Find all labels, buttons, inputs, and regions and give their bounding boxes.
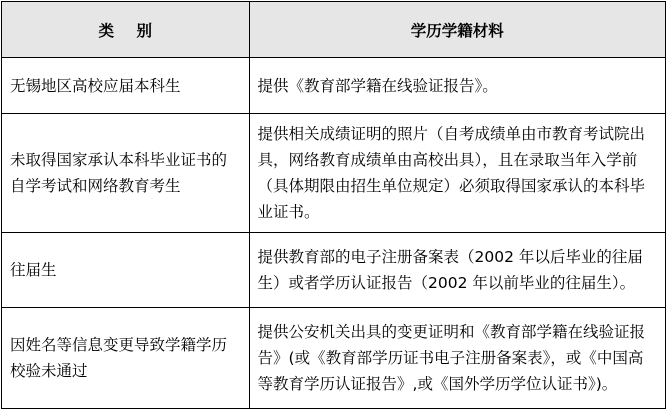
row-category: 无锡地区高校应届本科生 <box>2 58 250 114</box>
row-category: 因姓名等信息变更导致学籍学历校验未通过 <box>2 308 250 409</box>
table-header-row <box>2 2 666 58</box>
table-row <box>2 308 666 409</box>
row-materials: 提供公安机关出具的变更证明和《教育部学籍在线验证报告》(或《教育部学历证书电子注册备案表》，或《中国高等教育学历认证报告》,或《国外学历学位认证书》)。 <box>249 308 665 409</box>
header-materials: 学历学籍材料 <box>249 2 665 58</box>
header-category: 类 别 <box>2 2 250 58</box>
row-materials: 提供相关成绩证明的照片（自考成绩单由市教育考试院出具，网络教育成绩单由高校出具），且在录取当年入学前（具体期限由招生单位规定）必须取得国家承认的本科毕业证书。 <box>249 114 665 233</box>
row-materials: 提供《教育部学籍在线验证报告》。 <box>249 58 665 114</box>
table-row <box>2 233 666 308</box>
materials-table-container <box>1 1 666 409</box>
materials-table <box>1 1 666 409</box>
table-row <box>2 114 666 233</box>
row-category: 往届生 <box>2 233 250 308</box>
row-category: 未取得国家承认本科毕业证书的自学考试和网络教育考生 <box>2 114 250 233</box>
row-materials: 提供教育部的电子注册备案表（2002 年以后毕业的往届生）或者学历认证报告（2002 年以前毕业的往届生）。 <box>249 233 665 308</box>
table-row <box>2 58 666 114</box>
